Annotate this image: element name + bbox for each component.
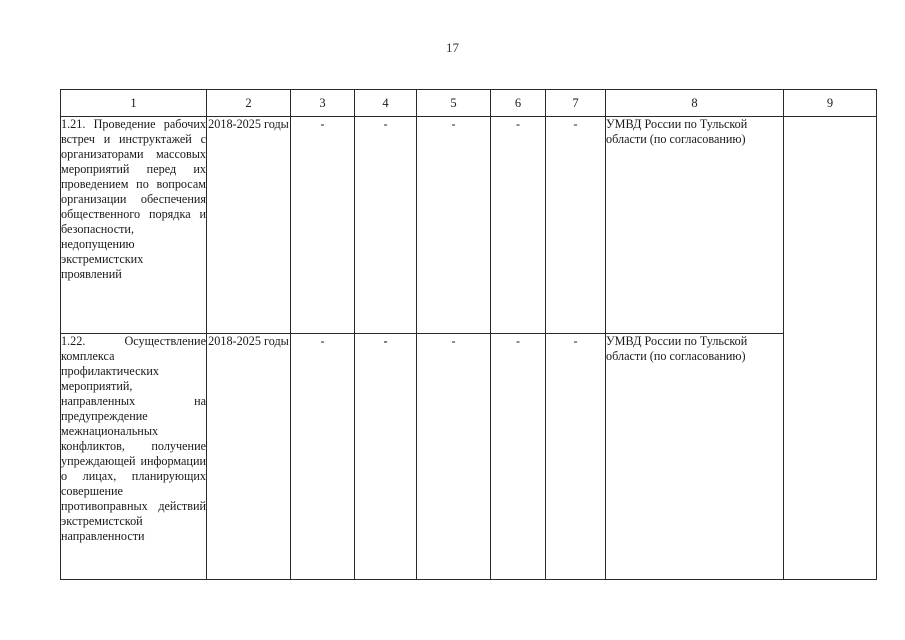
value-cell-3: - <box>291 334 355 580</box>
value-cell-3: - <box>291 117 355 334</box>
value-cell-4: - <box>355 334 417 580</box>
table-row <box>61 334 877 580</box>
column-header-9: 9 <box>784 90 877 117</box>
column-header-7: 7 <box>546 90 606 117</box>
header-row <box>61 90 877 117</box>
notes-cell <box>784 117 877 580</box>
executor-cell: УМВД России по Тульской области (по согласованию) <box>606 334 784 580</box>
column-header-6: 6 <box>491 90 546 117</box>
activity-cell: 1.21. Проведение рабочих встреч и инструктажей с организаторами массовых мероприятий перед их проведением по вопросам организации обеспечения общественного порядка и безопасности, недопущению экстремистских проявлений <box>61 117 207 334</box>
period-cell: 2018-2025 годы <box>207 117 291 334</box>
activity-cell: 1.22. Осуществление комплекса профилактических мероприятий, направленных на предупреждение межнациональных конфликтов, получение упреждающей информации о лицах, планирующих совершение противоправных действий экстремистской направленности <box>61 334 207 580</box>
activity-table <box>60 89 877 580</box>
value-cell-6: - <box>491 117 546 334</box>
table-row <box>61 117 877 334</box>
column-header-3: 3 <box>291 90 355 117</box>
value-cell-7: - <box>546 334 606 580</box>
period-cell: 2018-2025 годы <box>207 334 291 580</box>
column-header-1: 1 <box>61 90 207 117</box>
value-cell-5: - <box>417 334 491 580</box>
value-cell-4: - <box>355 117 417 334</box>
value-cell-5: - <box>417 117 491 334</box>
page-number: 17 <box>446 40 459 55</box>
value-cell-7: - <box>546 117 606 334</box>
column-header-4: 4 <box>355 90 417 117</box>
value-cell-6: - <box>491 334 546 580</box>
executor-cell: УМВД России по Тульской области (по согласованию) <box>606 117 784 334</box>
column-header-2: 2 <box>207 90 291 117</box>
column-header-8: 8 <box>606 90 784 117</box>
column-header-5: 5 <box>417 90 491 117</box>
